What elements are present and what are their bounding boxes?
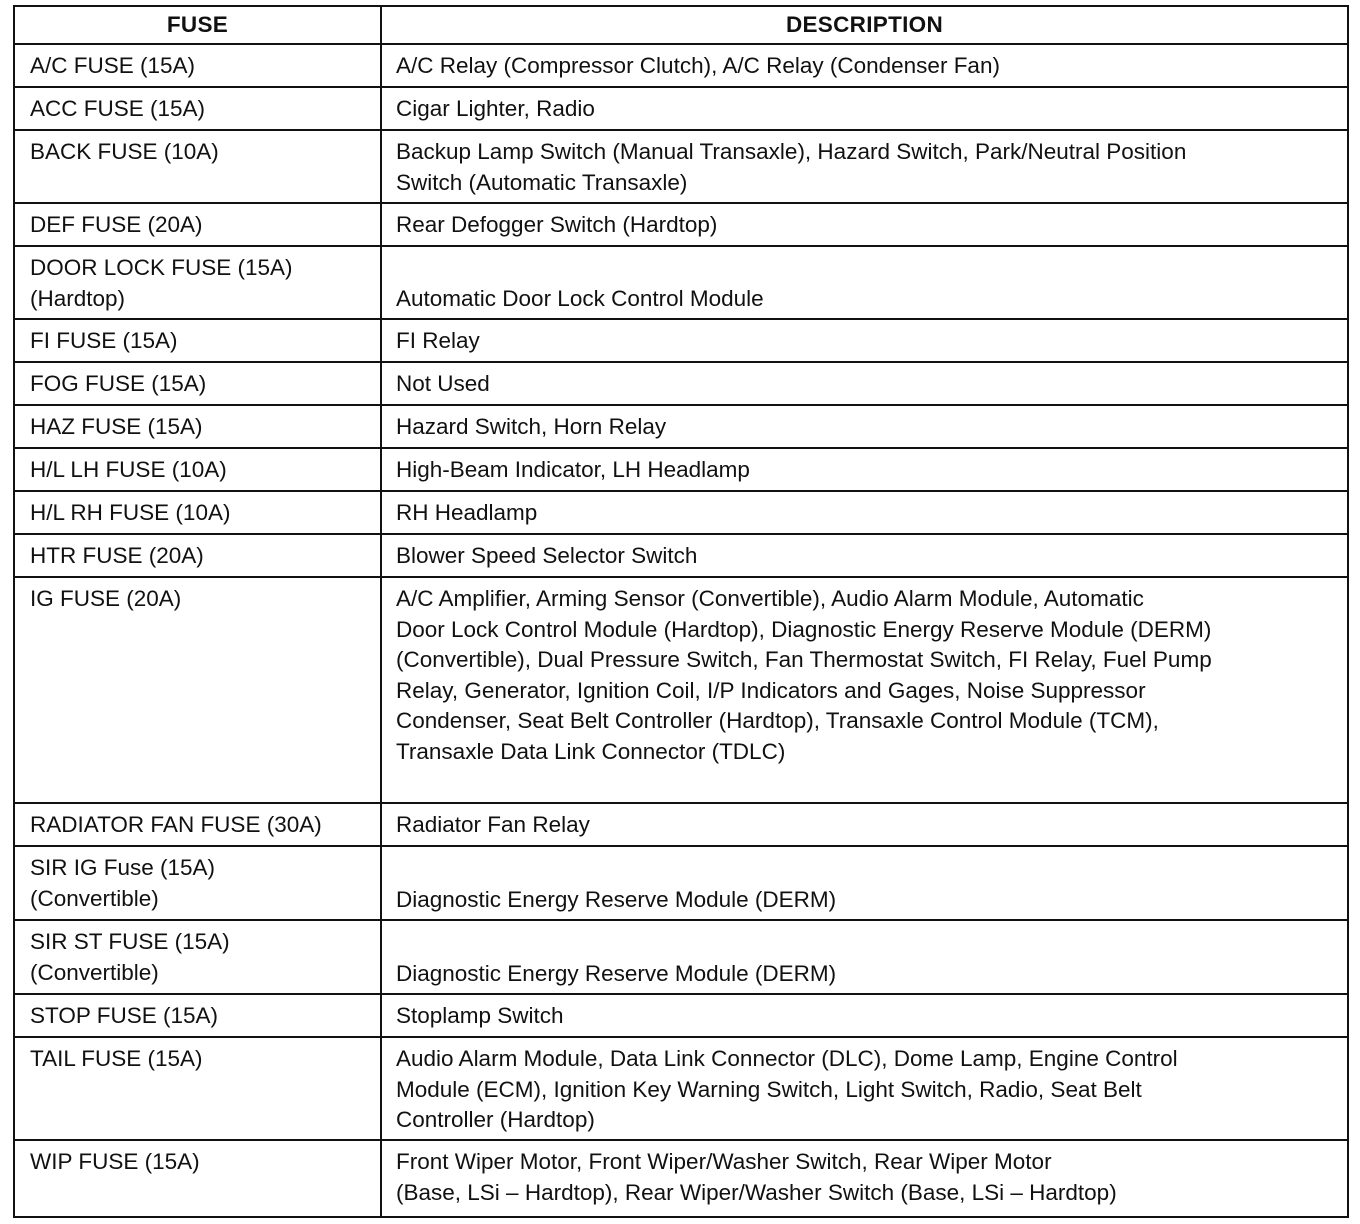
description-cell [381, 87, 1348, 130]
fuse-description: Radiator Fan Relay [396, 812, 590, 837]
fuse-cell [14, 448, 381, 491]
fuse-name: HTR FUSE (20A) [30, 543, 204, 568]
table-row [14, 577, 1348, 803]
fuse-cell [14, 130, 381, 203]
fuse-name: DOOR LOCK FUSE (15A) (Hardtop) [30, 255, 293, 311]
fuse-name: DEF FUSE (20A) [30, 212, 203, 237]
fuse-column-header: FUSE [14, 6, 381, 44]
fuse-description: Front Wiper Motor, Front Wiper/Washer Switch, Rear Wiper Motor (Base, LSi – Hardtop), Rear Wiper/Washer Switch (Base, LSi – Hardtop) [396, 1149, 1117, 1205]
fuse-cell [14, 803, 381, 846]
description-cell [381, 803, 1348, 846]
fuse-cell [14, 405, 381, 448]
fuse-cell [14, 44, 381, 87]
fuse-description: A/C Relay (Compressor Clutch), A/C Relay (Condenser Fan) [396, 53, 1000, 78]
table-row [14, 130, 1348, 203]
table-row [14, 994, 1348, 1037]
fuse-cell [14, 319, 381, 362]
description-cell [381, 1037, 1348, 1140]
fuse-description: Backup Lamp Switch (Manual Transaxle), Hazard Switch, Park/Neutral Position Switch (Automatic Transaxle) [396, 139, 1187, 195]
fuse-cell [14, 1140, 381, 1217]
fuse-name: A/C FUSE (15A) [30, 53, 196, 78]
description-cell [381, 362, 1348, 405]
fuse-name: BACK FUSE (10A) [30, 139, 219, 164]
fuse-name: H/L RH FUSE (10A) [30, 500, 231, 525]
description-cell [381, 994, 1348, 1037]
description-cell [381, 319, 1348, 362]
description-cell [381, 577, 1348, 803]
table-row [14, 203, 1348, 246]
fuse-cell [14, 846, 381, 920]
fuse-description: A/C Amplifier, Arming Sensor (Convertible), Audio Alarm Module, Automatic Door Lock Control Module (Hardtop), Diagnostic Energy Reserve Module (DERM) (Convertible), Dual Pressure Switch, Fan Thermostat Switch, FI Relay, Fuel Pump Relay, Generator, Ignition Coil, I/P Indicators and Gages, Noise Suppressor Condenser, Seat Belt Controller (Hardtop), Transaxle Control Module (TCM), Transaxle Data Link Connector (TDLC) [396, 586, 1212, 764]
fuse-description: Not Used [396, 371, 490, 396]
description-cell [381, 203, 1348, 246]
table-row [14, 1140, 1348, 1217]
header-row [14, 6, 1348, 44]
fuse-description: Audio Alarm Module, Data Link Connector (DLC), Dome Lamp, Engine Control Module (ECM), Ignition Key Warning Switch, Light Switch, Radio, Seat Belt Controller (Hardtop) [396, 1046, 1178, 1132]
table-row [14, 405, 1348, 448]
fuse-name: FI FUSE (15A) [30, 328, 178, 353]
description-cell [381, 920, 1348, 994]
table-row [14, 246, 1348, 319]
fuse-name: HAZ FUSE (15A) [30, 414, 203, 439]
fuse-name: RADIATOR FAN FUSE (30A) [30, 812, 322, 837]
description-cell [381, 1140, 1348, 1217]
table-row [14, 920, 1348, 994]
fuse-name: ACC FUSE (15A) [30, 96, 206, 121]
fuse-cell [14, 920, 381, 994]
fuse-name: SIR IG Fuse (15A) (Convertible) [30, 855, 216, 911]
table-row [14, 319, 1348, 362]
table-row [14, 87, 1348, 130]
fuse-description: Rear Defogger Switch (Hardtop) [396, 212, 718, 237]
fuse-name: H/L LH FUSE (10A) [30, 457, 227, 482]
fuse-description: FI Relay [396, 328, 480, 353]
fuse-description: Stoplamp Switch [396, 1003, 564, 1028]
fuse-cell [14, 577, 381, 803]
fuse-name: IG FUSE (20A) [30, 586, 182, 611]
fuse-cell [14, 246, 381, 319]
fuse-cell [14, 87, 381, 130]
fuse-cell [14, 491, 381, 534]
fuse-cell [14, 534, 381, 577]
description-cell [381, 448, 1348, 491]
fuse-table [13, 5, 1349, 1218]
description-cell [381, 405, 1348, 448]
description-cell [381, 491, 1348, 534]
fuse-cell [14, 362, 381, 405]
table-row [14, 491, 1348, 534]
fuse-cell [14, 1037, 381, 1140]
fuse-cell [14, 994, 381, 1037]
fuse-description: Blower Speed Selector Switch [396, 543, 698, 568]
fuse-description: Cigar Lighter, Radio [396, 96, 595, 121]
fuse-description: RH Headlamp [396, 500, 538, 525]
description-cell [381, 846, 1348, 920]
fuse-description: Automatic Door Lock Control Module [396, 285, 764, 311]
table-row [14, 534, 1348, 577]
fuse-name: WIP FUSE (15A) [30, 1149, 200, 1174]
description-cell [381, 130, 1348, 203]
fuse-name: TAIL FUSE (15A) [30, 1046, 203, 1071]
table-row [14, 803, 1348, 846]
fuse-description: Diagnostic Energy Reserve Module (DERM) [396, 960, 837, 986]
table-row [14, 362, 1348, 405]
description-cell [381, 246, 1348, 319]
fuse-name: SIR ST FUSE (15A) (Convertible) [30, 929, 230, 985]
fuse-cell [14, 203, 381, 246]
fuse-description: Diagnostic Energy Reserve Module (DERM) [396, 886, 837, 912]
table-row [14, 44, 1348, 87]
fuse-name: FOG FUSE (15A) [30, 371, 207, 396]
fuse-description: Hazard Switch, Horn Relay [396, 414, 667, 439]
table-row [14, 846, 1348, 920]
fuse-description: High-Beam Indicator, LH Headlamp [396, 457, 750, 482]
description-column-header: DESCRIPTION [381, 6, 1348, 44]
table-row [14, 448, 1348, 491]
description-cell [381, 44, 1348, 87]
description-cell [381, 534, 1348, 577]
table-row [14, 1037, 1348, 1140]
fuse-name: STOP FUSE (15A) [30, 1003, 218, 1028]
